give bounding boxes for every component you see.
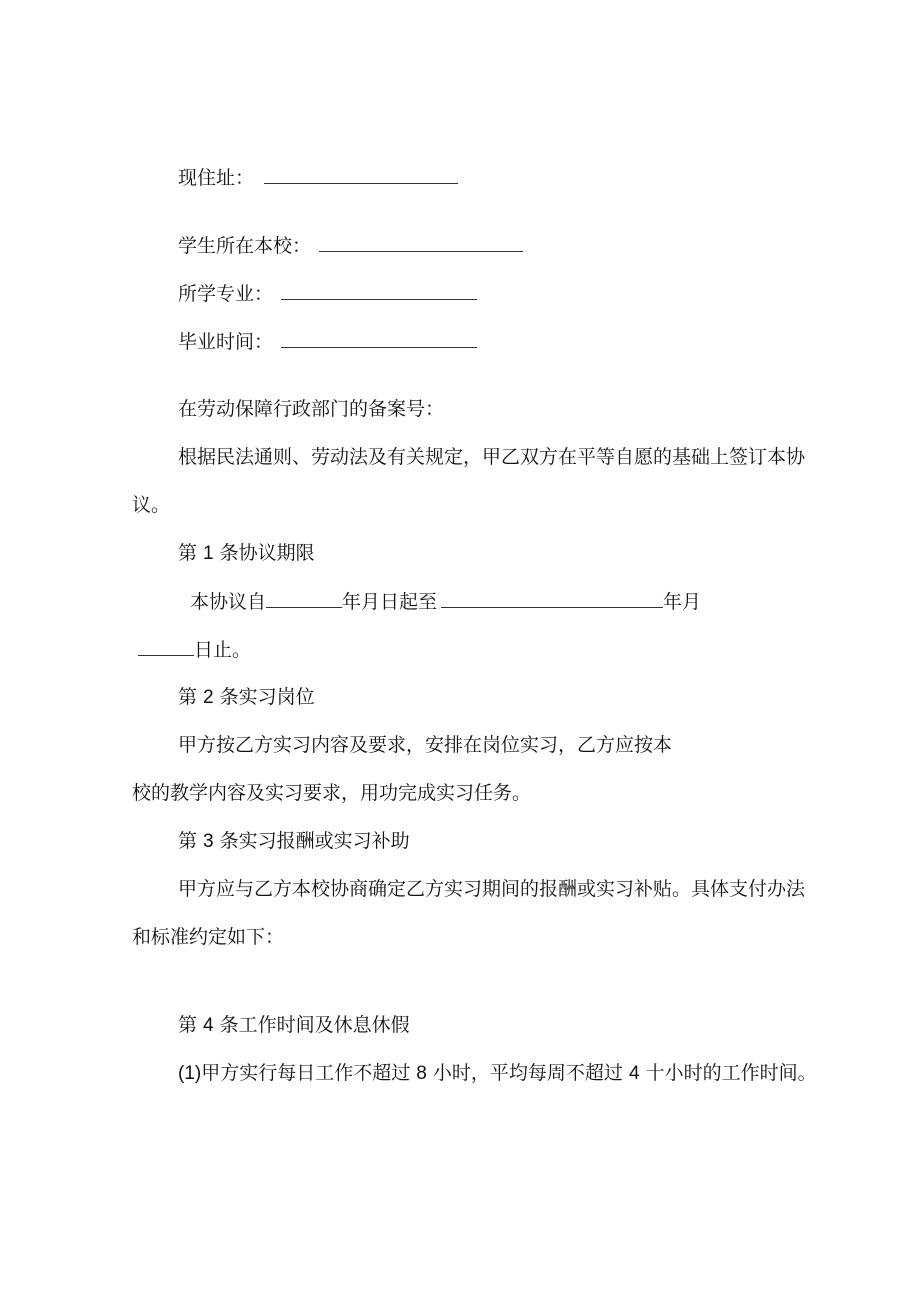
article-4-item-1 (178, 1061, 817, 1086)
article-3-title-post: 条实习报酬或实习补助 (213, 830, 410, 852)
item-1-number: (1) (178, 1063, 202, 1084)
article-4-number: 4 (203, 1015, 214, 1036)
article-1-number: 1 (203, 543, 214, 564)
article-2-line-2: 校的教学内容及实习要求，用功完成实习任务。 (132, 782, 532, 804)
term-end-text: 日止。 (194, 639, 252, 661)
item-1-text-b: 小时，平均每周不超过 (426, 1062, 629, 1084)
weekly-hours-value: 4 (628, 1063, 640, 1084)
major-label: 所学专业： (178, 283, 274, 305)
graduation-field-row (178, 329, 477, 354)
article-1-title (178, 541, 315, 566)
record-number-row (178, 397, 444, 421)
record-label: 在劳动保障行政部门的备案号： (178, 398, 445, 420)
article-4-title-post: 条工作时间及休息休假 (213, 1014, 410, 1036)
graduation-blank[interactable] (281, 329, 477, 348)
end-year-blank[interactable] (441, 589, 663, 608)
article-2-title (178, 685, 315, 710)
article-3-number: 3 (203, 831, 214, 852)
article-2-number: 2 (203, 687, 214, 708)
major-field-row (178, 281, 477, 306)
article-1-term-line (190, 589, 701, 614)
article-1-end-line (138, 637, 251, 662)
graduation-label: 毕业时间： (178, 331, 274, 353)
item-1-text-a: 甲方实行每日工作不超过 (201, 1062, 417, 1084)
article-1-title-post: 条协议期限 (213, 542, 315, 564)
article-3-title-pre: 第 (178, 830, 204, 852)
intro-line-2: 议。 (132, 494, 171, 516)
intro-line-1: 根据民法通则、劳动法及有关规定，甲乙双方在平等自愿的基础上签订本协 (178, 446, 806, 468)
daily-hours-value: 8 (416, 1063, 427, 1084)
address-label: 现住址： (178, 167, 255, 189)
term-from-text: 本协议自 (190, 591, 267, 613)
article-2-title-post: 条实习岗位 (213, 686, 315, 708)
article-4-title-pre: 第 (178, 1014, 204, 1036)
article-2-title-pre: 第 (178, 686, 204, 708)
article-1-title-pre: 第 (178, 542, 204, 564)
start-year-blank[interactable] (266, 589, 342, 608)
item-1-text-c: 十小时的工作时间。 (639, 1062, 817, 1084)
article-3-title (178, 829, 410, 854)
school-label: 学生所在本校： (178, 235, 312, 257)
school-field-row (178, 233, 523, 258)
article-3-line-1: 甲方应与乙方本校协商确定乙方实习期间的报酬或实习补贴。具体支付办法 (178, 878, 806, 900)
article-3-line-2: 和标准约定如下： (132, 926, 285, 948)
term-year-month-text: 年月 (663, 591, 702, 613)
address-field-row (178, 165, 458, 190)
end-day-blank[interactable] (138, 637, 194, 656)
term-to-text: 年月日起至 (342, 591, 438, 613)
school-blank[interactable] (319, 233, 523, 252)
article-4-title (178, 1013, 410, 1038)
major-blank[interactable] (281, 281, 477, 300)
address-blank[interactable] (264, 165, 458, 184)
article-2-line-1: 甲方按乙方实习内容及要求，安排在岗位实习，乙方应按本 (178, 734, 673, 756)
